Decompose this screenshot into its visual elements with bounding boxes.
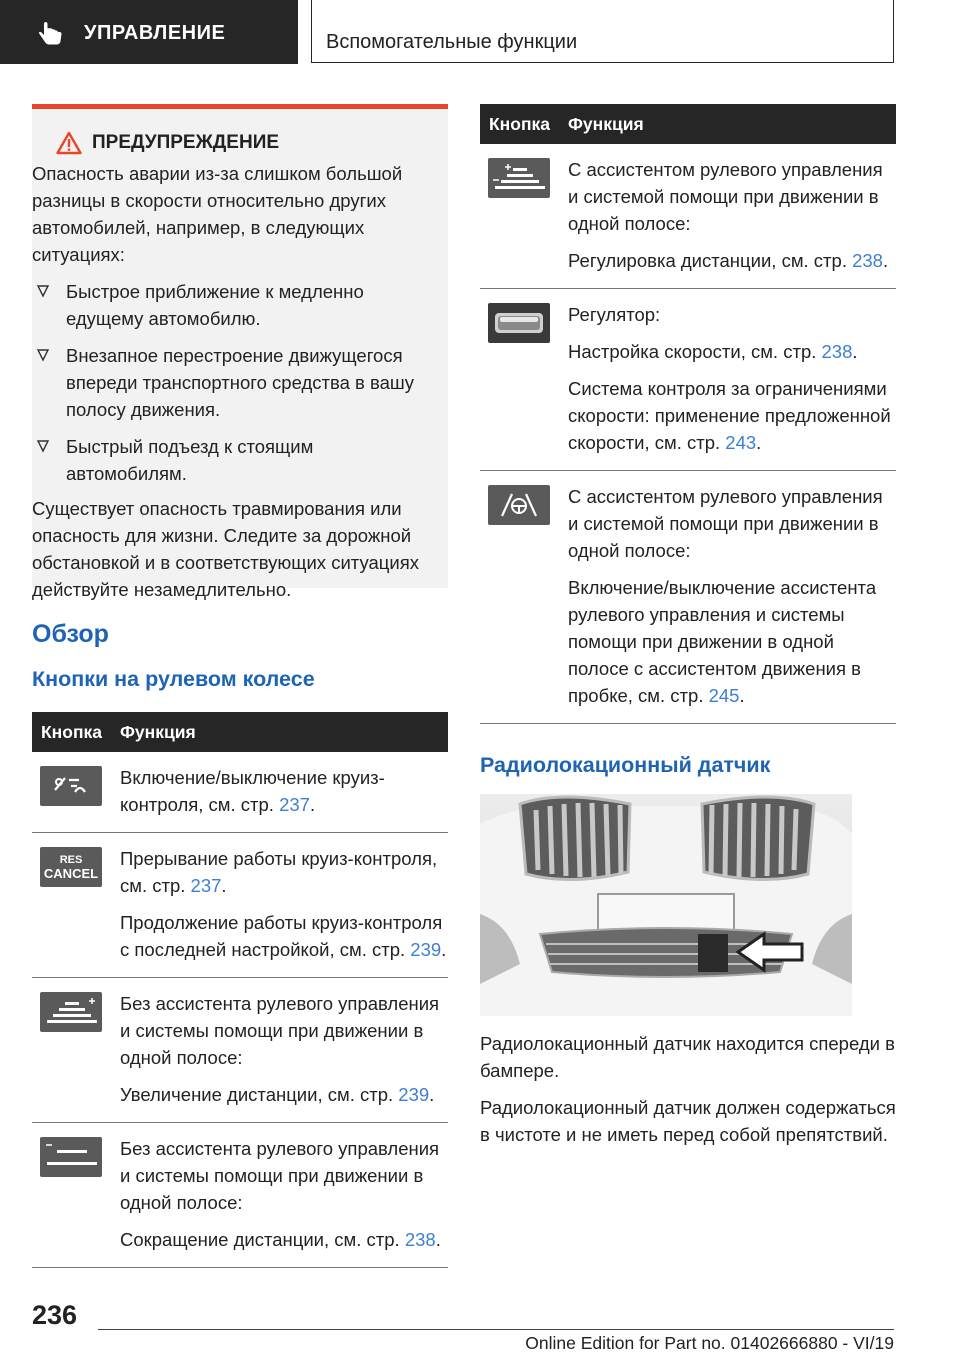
warning-outro: Существует опасность травмирования или опасность для жизни. Следите за дорожной обстановкой и в соответствующих ситуациях действуйте незамедлительно.	[32, 498, 419, 600]
row-text: Настройка скорости, см. стр. 238.	[568, 341, 858, 362]
bullet-triangle-icon	[32, 433, 66, 487]
cruise-onoff-icon	[40, 766, 102, 806]
page-link[interactable]: 239	[410, 939, 442, 960]
bullet-text: Внезапное перестроение движущегося впереди транспортного средства в вашу полосу движения.	[66, 345, 414, 420]
radar-heading: Радиолокационный датчик	[480, 753, 771, 777]
page-number: 236	[32, 1300, 78, 1330]
edition-text: Online Edition for Part no. 01402666880 - VI/19	[525, 1333, 894, 1353]
table-row	[480, 289, 896, 471]
page-link[interactable]: 237	[279, 794, 310, 815]
row-text: Регулировка дистанции, см. стр. 238.	[568, 250, 889, 271]
page-link[interactable]: 238	[404, 1229, 436, 1250]
table-row	[32, 833, 448, 978]
warning-bullet	[32, 433, 434, 487]
col-header-function: Функция	[568, 114, 644, 134]
row-text: Прерывание работы круиз-контроля, см. стр. 237.	[120, 848, 438, 896]
steering-buttons-table	[32, 712, 448, 1268]
row-text: Система контроля за ограничениями скорости: применение предложенной скорости, см. стр. 243.	[568, 378, 891, 453]
chapter-tab	[0, 0, 298, 64]
hand-pointer-icon	[38, 22, 64, 46]
bullet-triangle-icon	[32, 342, 66, 423]
overview-heading: Обзор	[32, 620, 109, 648]
warning-heading	[56, 129, 434, 156]
row-text: Без ассистента рулевого управления и системы помощи при движении в одной полосе:	[120, 1138, 440, 1213]
chapter-title: УПРАВЛЕНИЕ	[84, 22, 226, 44]
warning-triangle-icon	[56, 131, 82, 155]
page-link[interactable]: 237	[190, 875, 222, 896]
row-text: С ассистентом рулевого управления и системой помощи при движении в одной полосе:	[568, 159, 883, 234]
rocker-switch-icon	[488, 303, 550, 343]
table-header	[480, 104, 896, 144]
col-header-function: Функция	[120, 722, 196, 742]
row-text: Продолжение работы круиз-контроля с последней настройкой, см. стр. 239.	[120, 912, 447, 960]
table-row	[32, 752, 448, 833]
distance-increase-icon	[40, 992, 102, 1032]
warning-box	[32, 104, 448, 600]
subchapter-title: Вспомогательные функции	[326, 31, 578, 53]
radar-paragraph: Радиолокационный датчик находится спереди в бампере.	[480, 1033, 895, 1081]
row-text: Без ассистента рулевого управления и системы помощи при движении в одной полосе:	[120, 993, 440, 1068]
table-row	[480, 144, 896, 289]
steering-buttons-table-cont	[480, 104, 896, 724]
row-text: Включение/выключение ассистента рулевого управления и системы помощи при движении в одной полосе с ассистентом движения в пробке, см. стр. 245.	[568, 577, 877, 706]
table-row	[480, 471, 896, 724]
table-row	[32, 1123, 448, 1268]
row-text: Увеличение дистанции, см. стр. 239.	[120, 1084, 435, 1105]
row-text: С ассистентом рулевого управления и системой помощи при движении в одной полосе:	[568, 486, 883, 561]
page-link[interactable]: 245	[708, 685, 740, 706]
page-link[interactable]: 238	[852, 250, 883, 271]
radar-sensor-photo	[480, 794, 852, 1016]
steering-assist-icon	[488, 485, 550, 525]
bullet-text: Быстрый подъезд к стоящим автомобилям.	[66, 436, 314, 484]
row-text: Регулятор:	[568, 304, 661, 325]
subchapter-box	[311, 0, 894, 63]
row-text: Сокращение дистанции, см. стр. 238.	[120, 1229, 441, 1250]
table-row	[32, 978, 448, 1123]
steering-buttons-heading: Кнопки на рулевом колесе	[32, 667, 315, 691]
bullet-triangle-icon	[32, 278, 66, 332]
distance-decrease-icon	[40, 1137, 102, 1177]
bullet-text: Быстрое приближение к медленно едущему автомобилю.	[66, 281, 364, 329]
radar-paragraph: Радиолокационный датчик должен содержаться в чистоте и не иметь перед собой препятствий.	[480, 1097, 896, 1145]
warning-bullet	[32, 342, 434, 423]
warning-title: ПРЕДУПРЕЖДЕНИЕ	[92, 132, 280, 153]
row-text: Включение/выключение круиз-контроля, см. стр. 237.	[120, 767, 385, 815]
res-cancel-icon: RES CANCEL	[40, 847, 102, 887]
page-link[interactable]: 238	[821, 341, 853, 362]
page-link[interactable]: 243	[725, 432, 757, 453]
page-link[interactable]: 239	[398, 1084, 430, 1105]
col-header-button: Кнопка	[489, 114, 551, 134]
warning-intro: Опасность аварии из-за слишком большой разницы в скорости относительно других автомобилей, например, в следующих ситуациях:	[32, 163, 403, 265]
right-column	[480, 104, 896, 1148]
distance-adjust-icon	[488, 158, 550, 198]
col-header-button: Кнопка	[41, 722, 103, 742]
warning-bullet	[32, 278, 434, 332]
table-header	[32, 712, 448, 752]
left-column	[32, 104, 448, 1268]
